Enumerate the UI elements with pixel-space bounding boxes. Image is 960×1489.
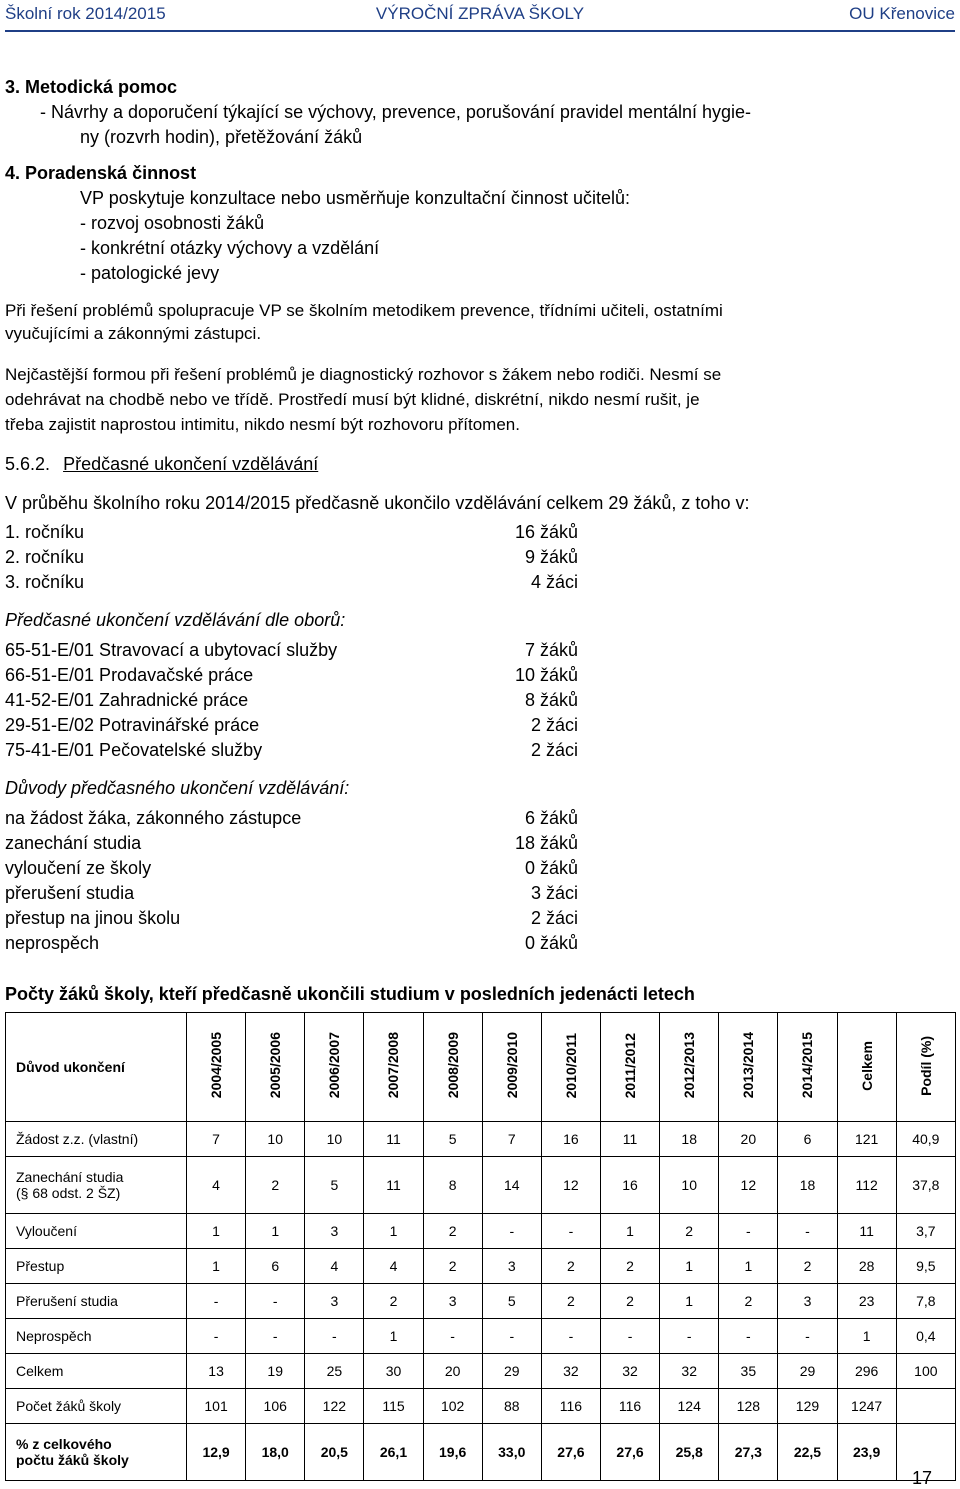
year-row [5, 521, 585, 543]
column-header [660, 1013, 719, 1122]
year-label: 3. ročníku [5, 572, 85, 592]
year-value: 9 žáků [524, 547, 578, 567]
table-cell: 3 [423, 1284, 482, 1319]
table-cell: 5 [305, 1157, 364, 1214]
table-cell: 11 [837, 1214, 896, 1249]
field-value: 7 žáků [524, 640, 578, 660]
table-cell: - [246, 1319, 305, 1354]
table-cell: 129 [778, 1389, 837, 1424]
reason-row [5, 807, 585, 829]
reason-value: 18 žáků [514, 833, 578, 853]
field-row [5, 639, 585, 661]
table-cell: 3 [305, 1214, 364, 1249]
paragraph-2-line-3: třeba zajistit naprostou intimitu, nikdo nesmí být rozhovoru přítomen. [5, 415, 520, 434]
table-cell: 4 [187, 1157, 246, 1214]
table-title: Počty žáků školy, kteří předčasně ukončili studium v posledních jedenácti letech [5, 984, 695, 1004]
table-cell: 14 [482, 1157, 541, 1214]
table-cell: - [187, 1284, 246, 1319]
reason-row [5, 882, 585, 904]
field-row [5, 689, 585, 711]
table-cell: 11 [364, 1157, 423, 1214]
table-cell: 1247 [837, 1389, 896, 1424]
column-header-label: 2009/2010 [503, 1032, 520, 1099]
table-cell: 1 [246, 1214, 305, 1249]
section-4-title: 4. Poradenská činnost [5, 163, 197, 183]
table-cell: 29 [482, 1354, 541, 1389]
table-cell: 100 [896, 1354, 955, 1389]
table-cell: 122 [305, 1389, 364, 1424]
row-label-line: počtu žáků školy [16, 1452, 129, 1468]
table-row [6, 1354, 956, 1389]
table-cell: 12 [719, 1157, 778, 1214]
column-header-label: Podíl (%) [917, 1035, 934, 1096]
table-cell: 2 [423, 1249, 482, 1284]
column-header-label: 2007/2008 [385, 1032, 402, 1099]
table-cell: 112 [837, 1157, 896, 1214]
table-cell: 29 [778, 1354, 837, 1389]
column-header-label: 2011/2012 [622, 1032, 639, 1099]
row-label-line: (§ 68 odst. 2 ŠZ) [16, 1185, 121, 1201]
table-cell: - [305, 1319, 364, 1354]
table-row [6, 1249, 956, 1284]
column-header-label: 2006/2007 [326, 1032, 343, 1099]
table-cell: 10 [305, 1122, 364, 1157]
column-header-label: Celkem [858, 1040, 875, 1091]
table-cell: 88 [482, 1389, 541, 1424]
column-header-label: 2012/2013 [681, 1032, 698, 1099]
table-cell: 22,5 [778, 1424, 837, 1481]
table-cell: 16 [541, 1122, 600, 1157]
row-label: Přerušení studia [6, 1284, 187, 1319]
s4-intro: VP poskytuje konzultace nebo usměrňuje konzultační činnost učitelů: [80, 188, 630, 208]
table-cell: 106 [246, 1389, 305, 1424]
column-header [719, 1013, 778, 1122]
field-label: 65-51-E/01 Stravovací a ubytovací služby [5, 640, 338, 660]
column-header [364, 1013, 423, 1122]
table-cell: 11 [364, 1122, 423, 1157]
table-cell: 25,8 [660, 1424, 719, 1481]
page-header [5, 0, 955, 32]
s4-item: - rozvoj osobnosti žáků [80, 213, 265, 233]
table-cell: 4 [305, 1249, 364, 1284]
table-cell: 2 [423, 1214, 482, 1249]
table-cell: 27,3 [719, 1424, 778, 1481]
s3-line-2: ny (rozvrh hodin), přetěžování žáků [80, 127, 363, 147]
column-header-label: 2014/2015 [799, 1032, 816, 1099]
field-row [5, 714, 585, 736]
table-cell: 3 [778, 1284, 837, 1319]
field-row [5, 739, 585, 761]
table-cell: - [541, 1214, 600, 1249]
column-header [541, 1013, 600, 1122]
table-cell: 1 [187, 1249, 246, 1284]
reason-row [5, 907, 585, 929]
row-label: Počet žáků školy [6, 1389, 187, 1424]
table-cell: 0,4 [896, 1319, 955, 1354]
header-school-year: Školní rok 2014/2015 [5, 4, 166, 23]
table-cell: 12,9 [187, 1424, 246, 1481]
table-cell: 26,1 [364, 1424, 423, 1481]
table-cell: 25 [305, 1354, 364, 1389]
table-cell: 296 [837, 1354, 896, 1389]
table-cell: 3 [305, 1284, 364, 1319]
table-cell: - [719, 1319, 778, 1354]
field-label: 75-41-E/01 Pečovatelské služby [5, 740, 263, 760]
table-cell: - [600, 1319, 659, 1354]
row-label: Přestup [6, 1249, 187, 1284]
reason-row [5, 932, 585, 954]
table-cell: 12 [541, 1157, 600, 1214]
table-cell: 2 [778, 1249, 837, 1284]
reason-value: 3 žáci [530, 883, 578, 903]
row-label: Neprospěch [6, 1319, 187, 1354]
row-label: Žádost z.z. (vlastní) [6, 1122, 187, 1157]
reason-label: přestup na jinou školu [5, 908, 181, 928]
year-label: 1. ročníku [5, 522, 85, 542]
table-cell: 32 [600, 1354, 659, 1389]
column-header [187, 1013, 246, 1122]
table-cell: 1 [187, 1214, 246, 1249]
s4-item: - konkrétní otázky výchovy a vzdělání [80, 238, 380, 258]
table-cell: 23,9 [837, 1424, 896, 1481]
table-cell: 20,5 [305, 1424, 364, 1481]
table-cell: 2 [364, 1284, 423, 1319]
table-row [6, 1424, 956, 1481]
table-cell: 8 [423, 1157, 482, 1214]
table-cell: - [187, 1319, 246, 1354]
table-cell: - [541, 1319, 600, 1354]
row-label [6, 1157, 187, 1214]
table-cell: 116 [600, 1389, 659, 1424]
paragraph-2-line-1: Nejčastější formou při řešení problémů je diagnostický rozhovor s žákem nebo rodiči. Nesmí se [5, 365, 722, 384]
table-cell: 18 [660, 1122, 719, 1157]
table-row [6, 1389, 956, 1424]
column-header [482, 1013, 541, 1122]
year-value: 4 žáci [530, 572, 578, 592]
s3-line-1: - Návrhy a doporučení týkající se výchovy, prevence, porušování pravidel mentální hygie- [40, 102, 752, 122]
table-cell: 1 [364, 1214, 423, 1249]
table-cell: 2 [541, 1249, 600, 1284]
table-row [6, 1319, 956, 1354]
reason-row [5, 857, 585, 879]
field-row [5, 664, 585, 686]
field-label: 41-52-E/01 Zahradnické práce [5, 690, 249, 710]
table-cell: 1 [660, 1249, 719, 1284]
paragraph-2-line-2: odehrávat na chodbě nebo ve třídě. Prostředí musí být klidné, diskrétní, nikdo nesmí rušit, je [5, 390, 700, 409]
table-cell: 4 [364, 1249, 423, 1284]
paragraph-1-line-1: Při řešení problémů spolupracuje VP se školním metodikem prevence, třídními učiteli, ostatními [5, 301, 723, 320]
table-cell: 28 [837, 1249, 896, 1284]
header-title: VÝROČNÍ ZPRÁVA ŠKOLY [375, 4, 585, 23]
table-row [6, 1284, 956, 1319]
row-label [6, 1424, 187, 1481]
table-cell: 32 [660, 1354, 719, 1389]
table-cell: - [660, 1319, 719, 1354]
table-cell: 35 [719, 1354, 778, 1389]
table-cell: - [778, 1214, 837, 1249]
section-3-title: 3. Metodická pomoc [5, 77, 178, 97]
table-cell: 3 [482, 1249, 541, 1284]
section-number: 5.6.2. [5, 454, 51, 474]
table-cell: 10 [660, 1157, 719, 1214]
table-cell [896, 1389, 955, 1424]
table-cell: 116 [541, 1389, 600, 1424]
row-label: Vyloučení [6, 1214, 187, 1249]
table-cell: 121 [837, 1122, 896, 1157]
table-cell: - [778, 1319, 837, 1354]
year-row [5, 546, 585, 568]
table-cell: 6 [778, 1122, 837, 1157]
table-cell: - [246, 1284, 305, 1319]
table-cell: 20 [423, 1354, 482, 1389]
table-cell: - [482, 1319, 541, 1354]
table-cell: 3,7 [896, 1214, 955, 1249]
page-number: 17 [911, 1468, 932, 1488]
table-cell: 20 [719, 1122, 778, 1157]
field-value: 2 žáci [530, 715, 578, 735]
row-label-line: Zanechání studia [16, 1169, 124, 1185]
column-header [600, 1013, 659, 1122]
table-cell: 18 [778, 1157, 837, 1214]
section-title: Předčasné ukončení vzdělávání [63, 454, 319, 474]
column-header-label: 2004/2005 [208, 1032, 225, 1099]
table-cell: 1 [600, 1214, 659, 1249]
table-cell: 1 [719, 1249, 778, 1284]
table-cell: 2 [541, 1284, 600, 1319]
column-header-label: 2008/2009 [444, 1032, 461, 1099]
table-cell: 2 [719, 1284, 778, 1319]
reason-label: přerušení studia [5, 883, 135, 903]
paragraph-1-line-2: vyučujícími a zákonnými zástupci. [5, 324, 262, 343]
reason-label: neprospěch [5, 933, 100, 953]
column-header [837, 1013, 896, 1122]
table-cell: 16 [600, 1157, 659, 1214]
table-cell: 32 [541, 1354, 600, 1389]
summary-text: V průběhu školního roku 2014/2015 předčasně ukončilo vzdělávání celkem 29 žáků, z toho v: [5, 493, 750, 513]
year-row [5, 571, 585, 593]
reason-value: 2 žáci [530, 908, 578, 928]
table-cell: 18,0 [246, 1424, 305, 1481]
table-cell: 2 [600, 1284, 659, 1319]
table-row [6, 1157, 956, 1214]
table-cell: 9,5 [896, 1249, 955, 1284]
field-label: 66-51-E/01 Prodavačské práce [5, 665, 254, 685]
column-header [778, 1013, 837, 1122]
table-cell: 33,0 [482, 1424, 541, 1481]
row-label-line: % z celkového [16, 1436, 112, 1452]
table-cell: 7,8 [896, 1284, 955, 1319]
table-header-row [6, 1013, 956, 1122]
table-cell: 6 [246, 1249, 305, 1284]
reason-value: 0 žáků [524, 933, 578, 953]
table-cell: 1 [364, 1319, 423, 1354]
fields-title: Předčasné ukončení vzdělávání dle oborů: [5, 610, 346, 630]
column-header: Důvod ukončení [6, 1013, 187, 1122]
table-cell: 30 [364, 1354, 423, 1389]
column-header [246, 1013, 305, 1122]
table-cell: 37,8 [896, 1157, 955, 1214]
table-cell: 124 [660, 1389, 719, 1424]
early-leavers-table [5, 1012, 956, 1481]
year-value: 16 žáků [514, 522, 578, 542]
table-cell: 115 [364, 1389, 423, 1424]
table-cell: 2 [660, 1214, 719, 1249]
table-cell: 1 [837, 1319, 896, 1354]
table-cell: 101 [187, 1389, 246, 1424]
table-cell: 102 [423, 1389, 482, 1424]
table-cell: 5 [482, 1284, 541, 1319]
table-cell: 13 [187, 1354, 246, 1389]
reason-value: 0 žáků [524, 858, 578, 878]
table-cell: 128 [719, 1389, 778, 1424]
table-cell: 1 [660, 1284, 719, 1319]
table-cell: 7 [482, 1122, 541, 1157]
table-cell: 11 [600, 1122, 659, 1157]
reason-row [5, 832, 585, 854]
reason-label: na žádost žáka, zákonného zástupce [5, 808, 302, 828]
table-cell: - [482, 1214, 541, 1249]
column-header [423, 1013, 482, 1122]
table-cell: 7 [187, 1122, 246, 1157]
table-cell: 40,9 [896, 1122, 955, 1157]
table-cell: 27,6 [600, 1424, 659, 1481]
table-row [6, 1122, 956, 1157]
field-value: 10 žáků [514, 665, 578, 685]
column-header [305, 1013, 364, 1122]
table-cell: 2 [246, 1157, 305, 1214]
field-value: 2 žáci [530, 740, 578, 760]
column-header-label: 2010/2011 [562, 1032, 579, 1099]
reason-value: 6 žáků [524, 808, 578, 828]
table-cell: 27,6 [541, 1424, 600, 1481]
s4-item: - patologické jevy [80, 263, 220, 283]
column-header-label: 2013/2014 [740, 1032, 757, 1099]
section-heading [5, 453, 318, 475]
table-cell: - [719, 1214, 778, 1249]
column-header [896, 1013, 955, 1122]
table-cell: - [423, 1319, 482, 1354]
table-cell: 19,6 [423, 1424, 482, 1481]
reasons-title: Důvody předčasného ukončení vzdělávání: [5, 778, 350, 798]
column-header-label: 2005/2006 [267, 1032, 284, 1099]
reason-label: zanechání studia [5, 833, 142, 853]
table-row [6, 1214, 956, 1249]
table-cell: 2 [600, 1249, 659, 1284]
table-cell: 5 [423, 1122, 482, 1157]
field-value: 8 žáků [524, 690, 578, 710]
reason-label: vyloučení ze školy [5, 858, 152, 878]
row-label: Celkem [6, 1354, 187, 1389]
table-cell: 19 [246, 1354, 305, 1389]
table-cell: 23 [837, 1284, 896, 1319]
year-label: 2. ročníku [5, 547, 85, 567]
header-school-name: OU Křenovice [849, 4, 955, 23]
table-cell: 10 [246, 1122, 305, 1157]
field-label: 29-51-E/02 Potravinářské práce [5, 715, 260, 735]
